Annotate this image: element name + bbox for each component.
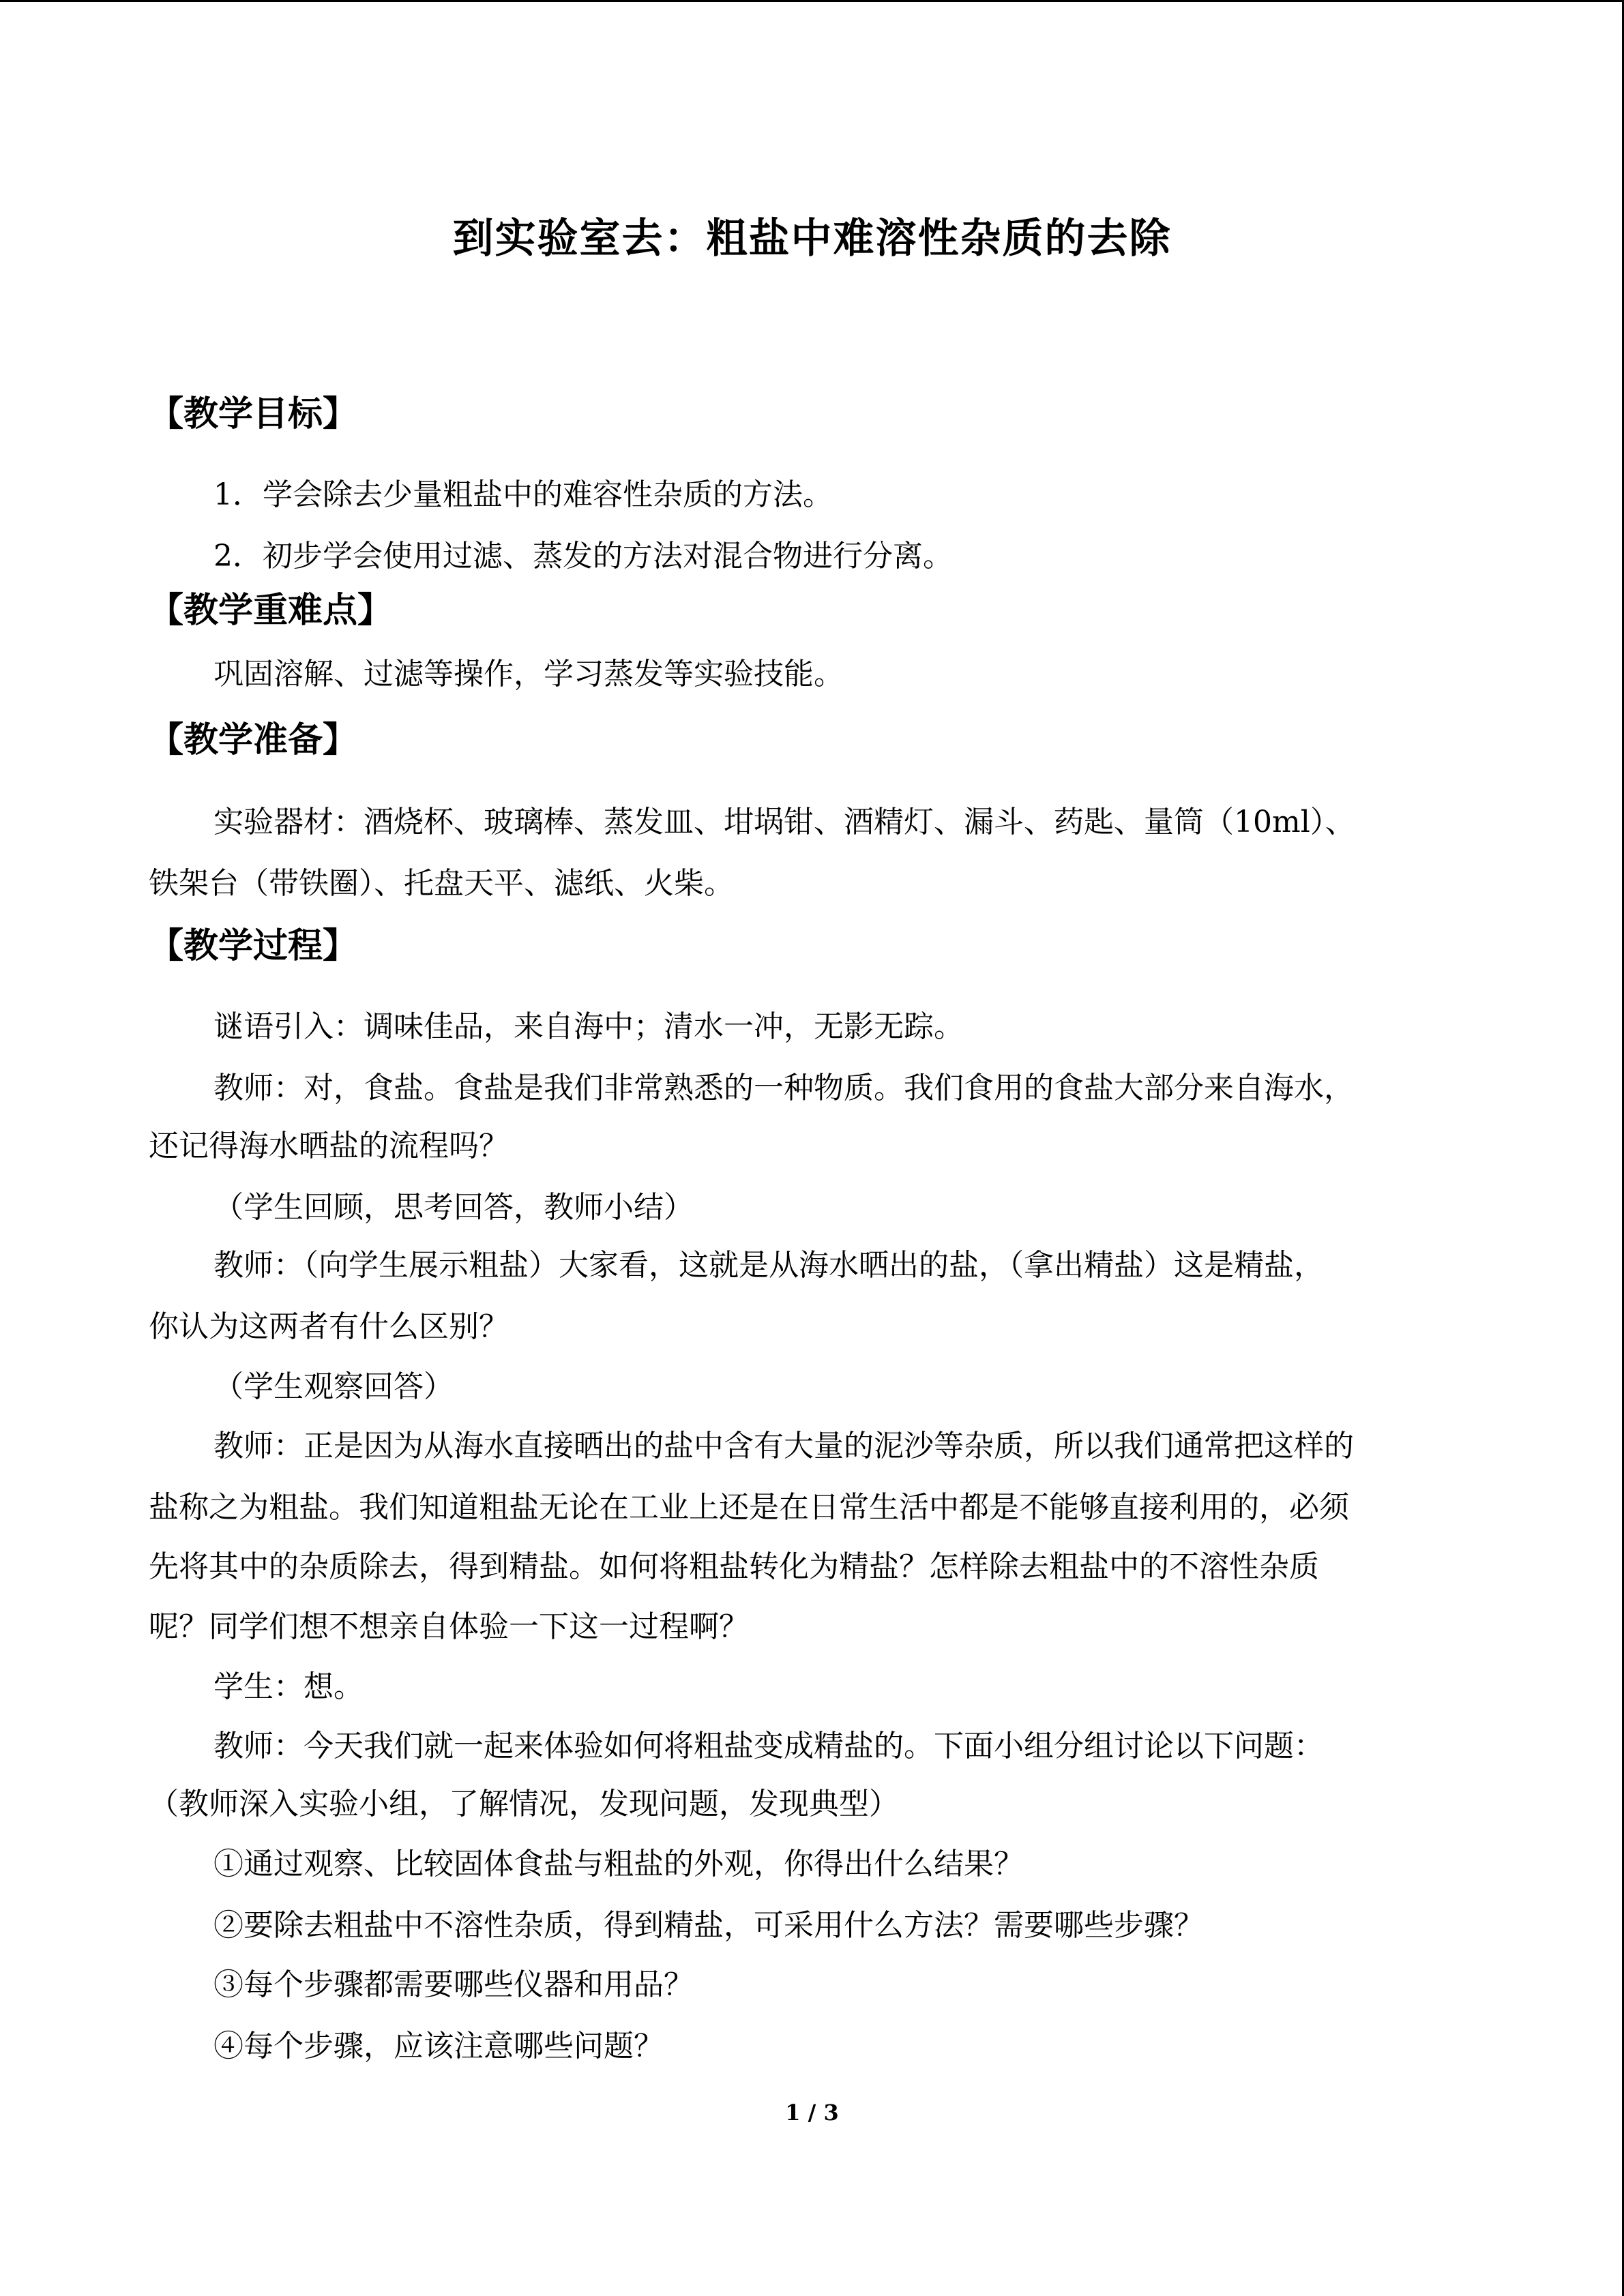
- objective-item-2: 2．初步学会使用过滤、蒸发的方法对混合物进行分离。: [213, 539, 953, 573]
- process-line-5: 教师：（向学生展示粗盐）大家看，这就是从海水晒出的盐，（拿出精盐）这是精盐，: [213, 1248, 1324, 1283]
- page-top-border: [0, 0, 1624, 2]
- process-line-9: 盐称之为粗盐。我们知道粗盐无论在工业上还是在日常生活中都是不能够直接利用的，必须: [149, 1490, 1349, 1525]
- heading-process: 【教学过程】: [149, 925, 358, 966]
- process-line-18: ④每个步骤，应该注意哪些问题？: [213, 2029, 664, 2063]
- preparation-line-2: 铁架台（带铁圈）、托盘天平、滤纸、火柴。: [149, 866, 734, 901]
- process-line-14: （教师深入实验小组，了解情况，发现问题，发现典型）: [149, 1787, 899, 1821]
- process-line-6: 你认为这两者有什么区别？: [149, 1309, 509, 1344]
- process-line-10: 先将其中的杂质除去，得到精盐。如何将粗盐转化为精盐？怎样除去粗盐中的不溶性杂质: [149, 1549, 1319, 1584]
- process-line-8: 教师：正是因为从海水直接晒出的盐中含有大量的泥沙等杂质，所以我们通常把这样的: [213, 1429, 1354, 1463]
- document-title: 到实验室去：粗盐中难溶性杂质的去除: [452, 215, 1172, 263]
- objective-item-1: 1．学会除去少量粗盐中的难容性杂质的方法。: [213, 477, 833, 512]
- key-points-text: 巩固溶解、过滤等操作，学习蒸发等实验技能。: [213, 657, 844, 691]
- process-line-2: 教师：对，食盐。食盐是我们非常熟悉的一种物质。我们食用的食盐大部分来自海水，: [213, 1071, 1354, 1105]
- process-line-1: 谜语引入：调味佳品，来自海中；清水一冲，无影无踪。: [213, 1009, 964, 1044]
- process-line-13: 教师：今天我们就一起来体验如何将粗盐变成精盐的。下面小组分组讨论以下问题：: [213, 1729, 1324, 1763]
- page-number: 1 / 3: [785, 2100, 839, 2126]
- process-line-7: （学生观察回答）: [213, 1369, 454, 1404]
- heading-key-points: 【教学重难点】: [149, 590, 393, 631]
- heading-preparation: 【教学准备】: [149, 719, 358, 760]
- heading-objectives: 【教学目标】: [149, 393, 358, 434]
- preparation-line-1: 实验器材：酒烧杯、玻璃棒、蒸发皿、坩埚钳、酒精灯、漏斗、药匙、量筒（10ml）、: [213, 805, 1355, 839]
- process-line-11: 呢？同学们想不想亲自体验一下这一过程啊？: [149, 1609, 749, 1644]
- process-line-16: ②要除去粗盐中不溶性杂质，得到精盐，可采用什么方法？需要哪些步骤？: [213, 1908, 1204, 1943]
- process-line-15: ①通过观察、比较固体食盐与粗盐的外观，你得出什么结果？: [213, 1847, 1024, 1881]
- process-line-12: 学生：想。: [213, 1669, 364, 1704]
- process-line-3: 还记得海水晒盐的流程吗？: [149, 1129, 509, 1163]
- process-line-4: （学生回顾，思考回答，教师小结）: [213, 1190, 694, 1225]
- process-line-17: ③每个步骤都需要哪些仪器和用品？: [213, 1967, 694, 2002]
